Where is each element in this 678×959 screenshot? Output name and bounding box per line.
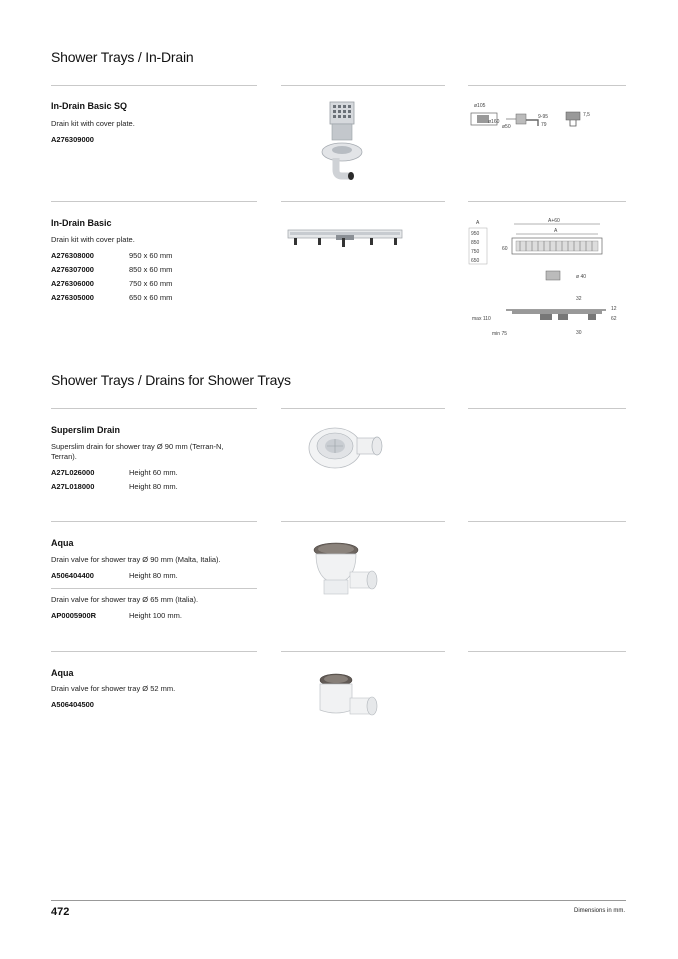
section-title-drains: Shower Trays / Drains for Shower Trays <box>51 372 291 388</box>
divider <box>281 85 445 86</box>
dim-label: 950 <box>471 231 480 237</box>
dim-label: A <box>554 228 558 234</box>
divider <box>281 521 445 522</box>
divider <box>468 201 626 202</box>
dim-label: 62 <box>611 316 617 322</box>
divider <box>281 408 445 409</box>
product-height: Height 80 mm. <box>129 482 178 491</box>
product-row <box>51 279 251 291</box>
indrain-basic-dimension-drawing <box>466 214 626 340</box>
divider <box>51 201 257 202</box>
indrain-sq-dimension-drawing <box>466 100 596 134</box>
divider <box>468 408 626 409</box>
product-code: A506404500 <box>51 700 94 709</box>
dim-label: 9-95 <box>538 114 549 120</box>
footer-divider <box>51 900 626 901</box>
indrain-basic-channel-image <box>286 222 404 248</box>
dim-label: A <box>476 220 480 226</box>
page-number: 472 <box>51 906 70 918</box>
product-row <box>51 265 251 277</box>
product-desc: Drain valve for shower tray Ø 65 mm (Italia). <box>51 595 199 604</box>
dim-label: 12 <box>611 306 617 312</box>
section-title-indrain: Shower Trays / In-Drain <box>51 49 194 65</box>
dim-label: 32 <box>576 296 582 302</box>
product-size: 950 x 60 mm <box>129 251 173 260</box>
dim-label: 850 <box>471 240 480 246</box>
dim-label: min 75 <box>492 331 508 337</box>
product-row <box>51 468 251 480</box>
dim-label: A+60 <box>548 218 560 224</box>
product-code: A276308000 <box>51 251 94 260</box>
divider <box>51 651 257 652</box>
product-height: Height 60 mm. <box>129 468 178 477</box>
dim-label: max 110 <box>472 316 491 322</box>
divider <box>468 651 626 652</box>
dimensions-note: Dimensions in mm. <box>574 908 626 914</box>
dim-label: ø50 <box>502 124 511 130</box>
dim-label: 750 <box>471 249 480 255</box>
product-size: 650 x 60 mm <box>129 293 173 302</box>
product-code: A27L018000 <box>51 482 95 491</box>
product-row <box>51 293 251 305</box>
divider <box>281 201 445 202</box>
product-desc: Superslim drain for shower tray Ø 90 mm (Terran-N, Terran). <box>51 442 224 461</box>
product-desc: Drain kit with cover plate. <box>51 235 135 244</box>
divider <box>51 85 257 86</box>
divider <box>281 651 445 652</box>
product-size: 750 x 60 mm <box>129 279 173 288</box>
dim-label: ø 40 <box>576 274 587 280</box>
product-size: 850 x 60 mm <box>129 265 173 274</box>
product-row <box>51 251 251 263</box>
dim-label: 650 <box>471 258 480 264</box>
product-title-superslim: Superslim Drain <box>51 425 121 435</box>
product-row <box>51 571 251 583</box>
dim-label: 7,5 <box>583 112 590 118</box>
dim-label: ø105 <box>474 103 486 109</box>
dim-label: 79 <box>541 122 547 128</box>
product-code: A506404400 <box>51 571 94 580</box>
dim-label: 30 <box>576 330 582 336</box>
aqua-drain-valve-image <box>310 540 382 602</box>
product-code: A276305000 <box>51 293 94 302</box>
product-code: A276307000 <box>51 265 94 274</box>
aqua-52-drain-valve-image <box>312 670 382 726</box>
divider <box>51 588 257 589</box>
product-code: A276306000 <box>51 279 94 288</box>
product-code: A27L026000 <box>51 468 95 477</box>
product-desc: Drain valve for shower tray Ø 90 mm (Malta, Italia). <box>51 555 221 564</box>
product-code: AP0005900R <box>51 611 97 620</box>
product-row <box>51 482 251 494</box>
divider <box>51 408 257 409</box>
divider <box>468 85 626 86</box>
product-desc: Drain kit with cover plate. <box>51 119 135 128</box>
superslim-drain-image <box>305 424 387 474</box>
product-title-indrain-basic: In-Drain Basic <box>51 218 112 228</box>
dim-label: 60 <box>502 246 508 252</box>
dim-label: ø160 <box>488 119 500 125</box>
product-desc: Drain valve for shower tray Ø 52 mm. <box>51 684 176 693</box>
product-row <box>51 611 251 623</box>
product-height: Height 80 mm. <box>129 571 178 580</box>
divider <box>468 521 626 522</box>
divider <box>51 521 257 522</box>
product-title-indrain-sq: In-Drain Basic SQ <box>51 101 128 111</box>
product-title-aqua: Aqua <box>51 538 74 548</box>
product-code: A276309000 <box>51 135 94 144</box>
product-height: Height 100 mm. <box>129 611 182 620</box>
indrain-sq-drain-image <box>318 100 366 184</box>
product-title-aqua: Aqua <box>51 668 74 678</box>
